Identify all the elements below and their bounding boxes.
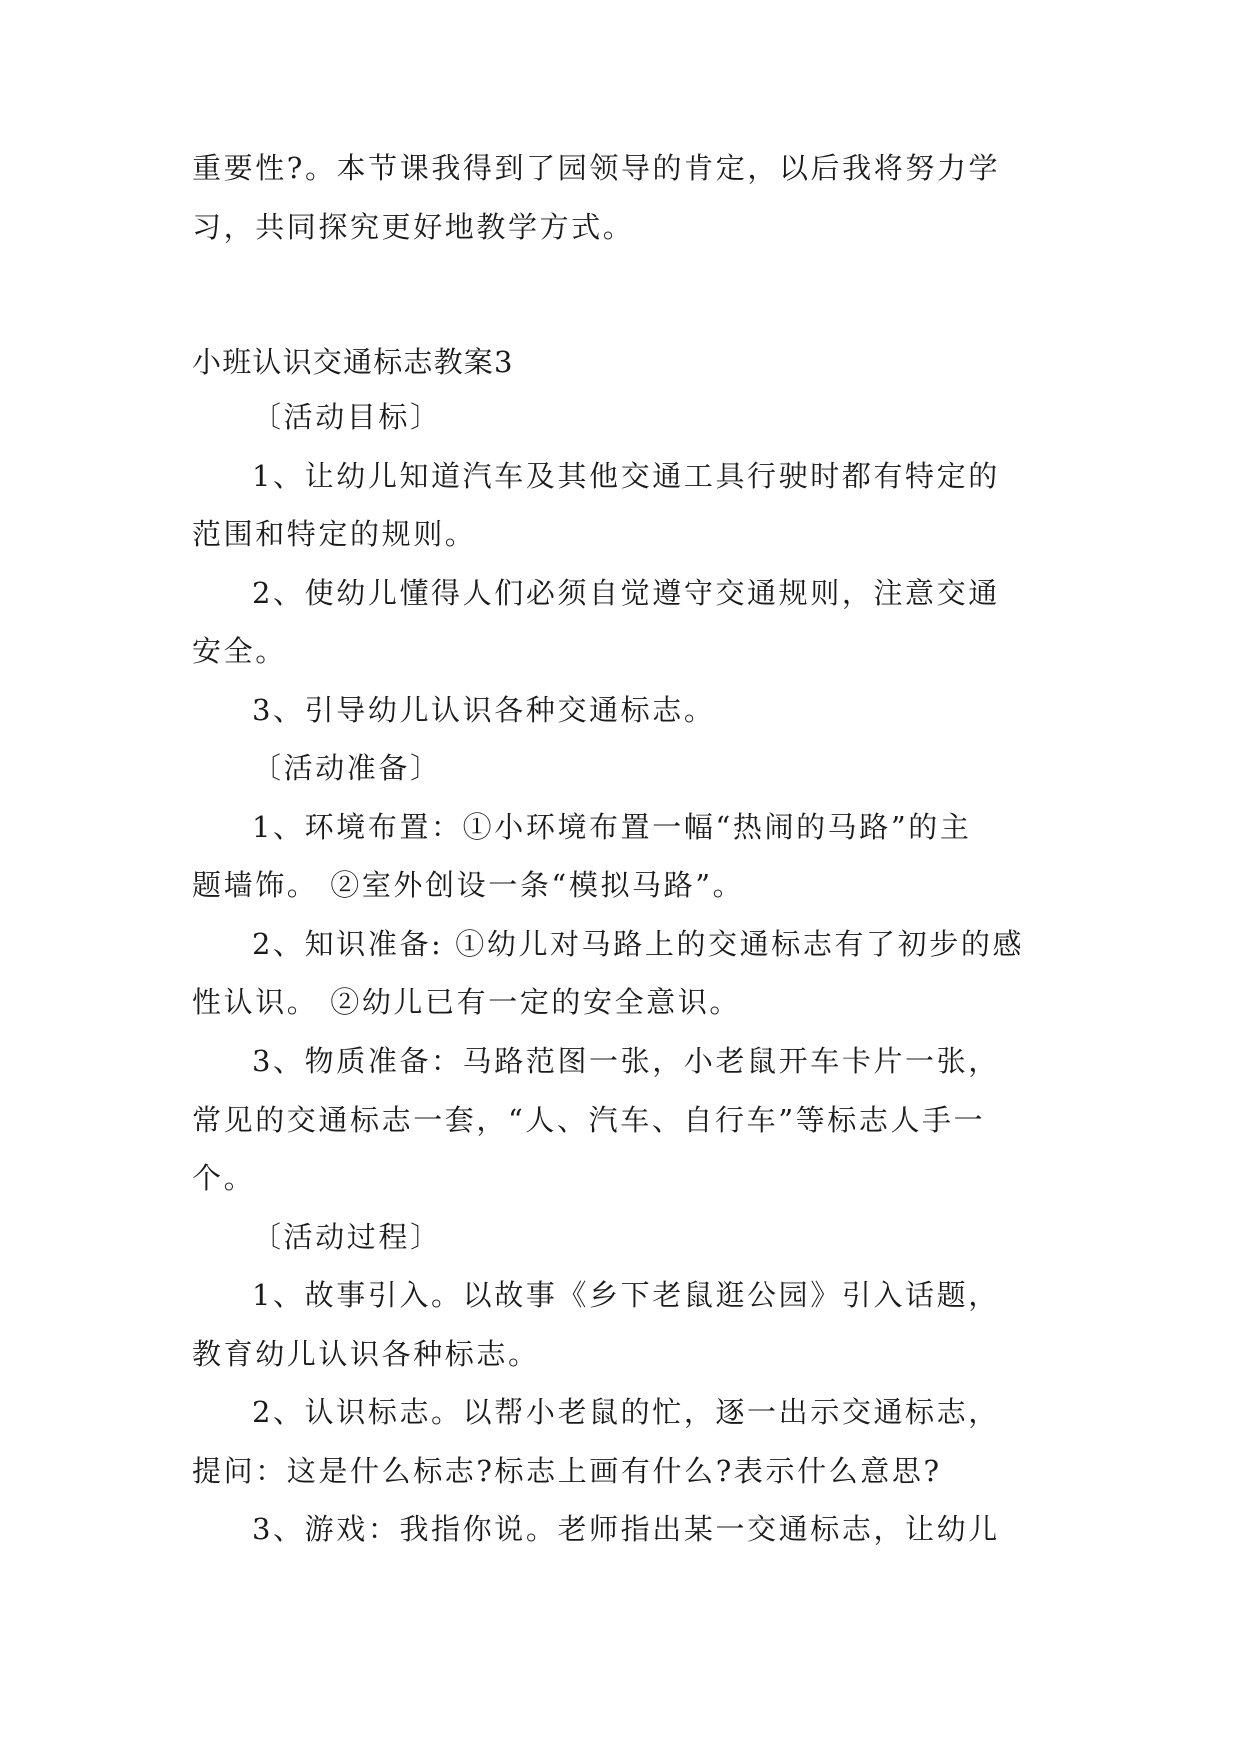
paragraph-line: 1、环境布置：①小环境布置一幅“热闹的马路”的主 [252,810,972,844]
paragraph-line: 安全。 [192,634,287,668]
section-heading: 〔活动准备〕 [252,751,442,785]
paragraph-line: 2、知识准备: ①幼儿对马路上的交通标志有了初步的感 [252,927,1025,961]
paragraph-line: 常见的交通标志一套，“人、汽车、自行车”等标志人手一 [192,1103,986,1137]
paragraph-line: 范围和特定的规则。 [192,517,477,551]
paragraph-line: 性认识。 ②幼儿已有一定的安全意识。 [192,985,742,1019]
paragraph-line: 3、引导幼儿认识各种交通标志。 [252,693,716,727]
section-heading: 〔活动目标〕 [252,400,442,434]
section-title: 小班认识交通标志教案3 [192,345,514,379]
paragraph-line: 3、游戏：我指你说。老师指出某一交通标志，让幼儿 [252,1512,1000,1546]
paragraph-line: 题墙饰。 ②室外创设一条“模拟马路”。 [192,868,745,902]
paragraph-line: 个。 [192,1161,256,1195]
paragraph-line: 教育幼儿认识各种标志。 [192,1337,540,1371]
paragraph-line: 2、认识标志。以帮小老鼠的忙，逐一出示交通标志， [252,1395,1000,1429]
paragraph-line: 1、让幼儿知道汽车及其他交通工具行驶时都有特定的 [252,459,1000,493]
paragraph-line: 1、故事引入。以故事《乡下老鼠逛公园》引入话题， [252,1278,1000,1312]
section-heading: 〔活动过程〕 [252,1220,442,1254]
paragraph-line: 3、物质准备：马路范图一张，小老鼠开车卡片一张， [252,1044,1000,1078]
paragraph-line: 重要性?。本节课我得到了园领导的肯定，以后我将努力学 [192,151,1001,185]
paragraph-line: 习，共同探究更好地教学方式。 [192,210,635,244]
paragraph-line: 提问：这是什么标志?标志上画有什么?表示什么意思? [192,1454,942,1488]
paragraph-line: 2、使幼儿懂得人们必须自觉遵守交通规则，注意交通 [252,576,1000,610]
